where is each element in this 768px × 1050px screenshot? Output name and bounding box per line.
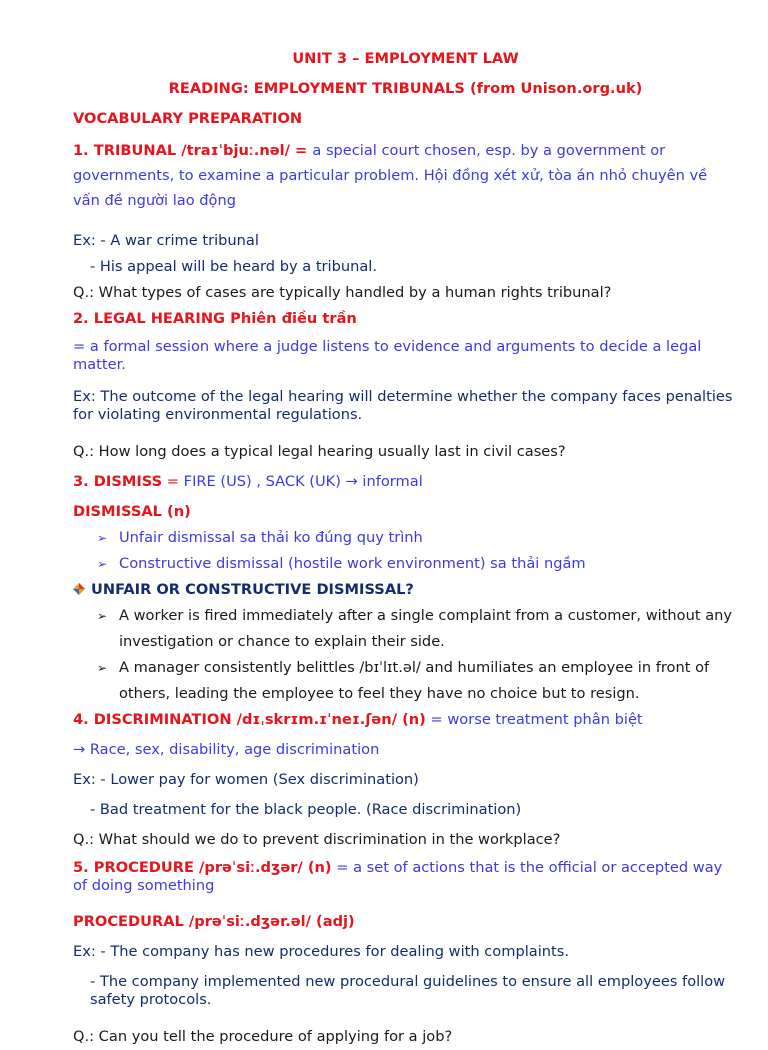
document-page xyxy=(73,46,738,1050)
unit-title: UNIT 3 – EMPLOYMENT LAW xyxy=(292,50,519,67)
discrimination-example-2: - Bad treatment for the black people. (Race discrimination) xyxy=(90,800,522,818)
list-item xyxy=(73,551,738,577)
procedural-adj: PROCEDURAL /prəˈsiː.dʒər.əl/ (adj) xyxy=(73,913,355,931)
dismissal-type-constructive: Constructive dismissal (hostile work environment) sa thải ngầm xyxy=(119,554,586,572)
arrow-bullet-icon: ➢ xyxy=(97,556,108,571)
dismiss-definition: FIRE (US) , SACK (UK) → informal xyxy=(183,472,423,490)
procedure-question: Q.: Can you tell the procedure of applying for a job? xyxy=(73,1027,453,1045)
procedure-example-2 xyxy=(73,973,738,1009)
arrow-bullet-icon: ➢ xyxy=(97,608,108,623)
diamond-bullet-icon xyxy=(73,583,85,595)
hearing-term: 2. LEGAL HEARING Phiên điều trần xyxy=(73,309,357,327)
procedure-term: 5. PROCEDURE /prəˈsiː.dʒər/ (n) xyxy=(73,858,332,876)
discrimination-question: Q.: What should we do to prevent discrimination in the workplace? xyxy=(73,830,561,848)
discrimination-entry xyxy=(73,707,738,733)
discrimination-example-1: Ex: - Lower pay for women (Sex discrimination) xyxy=(73,770,419,788)
dismiss-term: 3. DISMISS xyxy=(73,472,163,490)
discrimination-definition: = worse treatment phân biệt xyxy=(425,710,643,728)
dismiss-entry xyxy=(73,469,738,495)
reading-title: READING: EMPLOYMENT TRIBUNALS (from Unison.org.uk) xyxy=(168,80,643,97)
dismissal-case-1: A worker is fired immediately after a single complaint from a customer, without any investigation or chance to explain their side. xyxy=(119,606,733,650)
hearing-question: Q.: How long does a typical legal hearing usually last in civil cases? xyxy=(73,442,566,460)
discrimination-term: 4. DISCRIMINATION /dɪˌskrɪm.ɪˈneɪ.ʃən/ (n) xyxy=(73,710,426,728)
dismissal-noun: DISMISSAL (n) xyxy=(73,502,191,520)
dismissal-question: UNFAIR OR CONSTRUCTIVE DISMISSAL? xyxy=(91,580,414,598)
list-item xyxy=(73,655,738,707)
list-item xyxy=(73,603,738,655)
dismissal-question-heading xyxy=(73,577,738,603)
dismissal-case-2: A manager consistently belittles /bɪˈlɪt.əl/ and humiliates an employee in front of others, leading the employee to feel they have no choice but to resign. xyxy=(119,658,710,702)
arrow-bullet-icon: ➢ xyxy=(97,660,108,675)
hearing-definition: = a formal session where a judge listens to evidence and arguments to decide a legal matter. xyxy=(73,337,702,373)
hearing-example: Ex: The outcome of the legal hearing will determine whether the company faces penalties for violating environmental regulations. xyxy=(73,388,733,424)
list-item xyxy=(73,525,738,551)
tribunal-term: 1. TRIBUNAL /traɪˈbjuː.nəl/ = xyxy=(73,142,313,159)
tribunal-question: Q.: What types of cases are typically handled by a human rights tribunal? xyxy=(73,283,612,301)
vocab-heading: VOCABULARY PREPARATION xyxy=(73,110,303,127)
tribunal-example-1: Ex: - A war crime tribunal xyxy=(73,231,259,249)
procedure-example-2-text: - The company implemented new procedural guidelines to ensure all employees follow safety protocols. xyxy=(90,973,726,1009)
procedure-definition: = a set of actions that is the official or accepted way of doing something xyxy=(73,858,723,894)
discrimination-types: → Race, sex, disability, age discrimination xyxy=(73,740,380,758)
dismissal-type-unfair: Unfair dismissal sa thải ko đúng quy trình xyxy=(119,528,423,546)
arrow-bullet-icon: ➢ xyxy=(97,530,108,545)
tribunal-example-2: - His appeal will be heard by a tribunal. xyxy=(90,257,377,275)
dismiss-equals: = xyxy=(162,472,184,490)
tribunal-entry xyxy=(73,138,738,213)
tribunal-definition: a special court chosen, esp. by a government or governments, to examine a particular problem. Hội đồng xét xử, tòa án nhỏ chuyên về vấn đề người lao động xyxy=(73,142,708,209)
procedure-entry xyxy=(73,859,738,895)
procedure-example-1: Ex: - The company has new procedures for dealing with complaints. xyxy=(73,943,569,961)
